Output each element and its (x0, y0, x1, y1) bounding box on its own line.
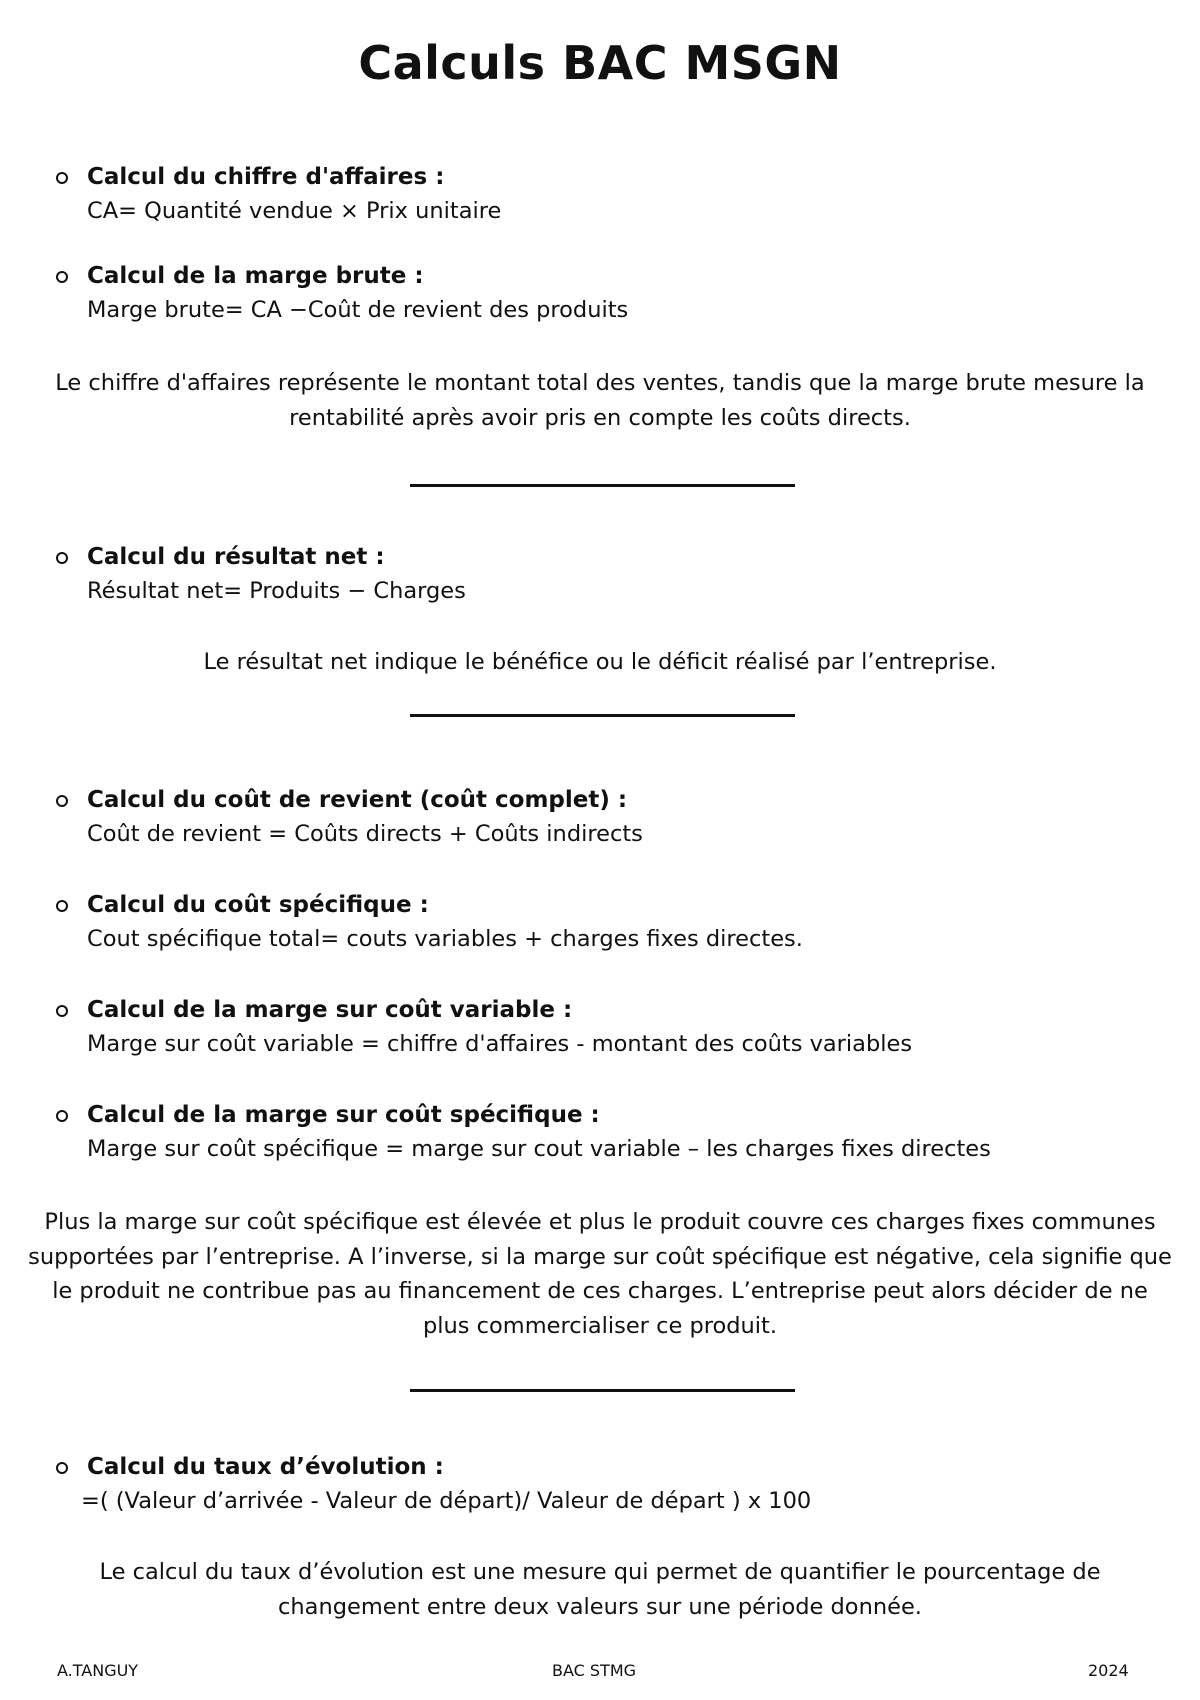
paragraph-line: Plus la marge sur coût spécifique est élevée et plus le produit couvre ces charges fixes communes (44, 1209, 1156, 1235)
circle-bullet-icon (56, 1462, 68, 1474)
item-formula: Marge sur coût spécifique = marge sur cout variable – les charges fixes directes (87, 1136, 991, 1162)
item-formula: Cout spécifique total= couts variables + charges fixes directes. (87, 926, 803, 952)
circle-bullet-icon (56, 1005, 68, 1017)
explanation-paragraph (0, 366, 1200, 435)
paragraph-line: changement entre deux valeurs sur une période donnée. (278, 1593, 922, 1620)
item-title: Calcul du taux d’évolution : (87, 1454, 444, 1480)
section-divider (410, 714, 795, 717)
footer-year: 2024 (1088, 1661, 1129, 1680)
explanation-paragraph (0, 1205, 1200, 1343)
item-title: Calcul de la marge brute : (87, 263, 424, 289)
circle-bullet-icon (56, 271, 68, 283)
paragraph-line: Le chiffre d'affaires représente le montant total des ventes, tandis que la marge brute mesure la (55, 370, 1145, 396)
explanation-paragraph (0, 1555, 1200, 1624)
item-title: Calcul de la marge sur coût spécifique : (87, 1102, 600, 1128)
paragraph-line: supportées par l’entreprise. A l’inverse, si la marge sur coût spécifique est négative, cela signifie que (28, 1243, 1172, 1270)
circle-bullet-icon (56, 172, 68, 184)
circle-bullet-icon (56, 552, 68, 564)
item-formula: =( (Valeur d’arrivée - Valeur de départ)/ Valeur de départ ) x 100 (81, 1488, 812, 1514)
item-formula: CA= Quantité vendue × Prix unitaire (87, 198, 502, 224)
section-divider (410, 484, 795, 487)
item-title: Calcul du coût de revient (coût complet) : (87, 787, 628, 813)
circle-bullet-icon (56, 1110, 68, 1122)
item-formula: Marge sur coût variable = chiffre d'affaires - montant des coûts variables (87, 1031, 913, 1057)
footer-course: BAC STMG (552, 1661, 637, 1680)
paragraph-line: le produit ne contribue pas au financement de ces charges. L’entreprise peut alors décider de ne (52, 1278, 1148, 1304)
item-formula: Résultat net= Produits − Charges (87, 578, 466, 604)
item-title: Calcul du résultat net : (87, 544, 385, 570)
explanation-paragraph (0, 645, 1200, 680)
circle-bullet-icon (56, 900, 68, 912)
paragraph-line: Le calcul du taux d’évolution est une mesure qui permet de quantifier le pourcentage de (99, 1559, 1101, 1585)
paragraph-line: plus commercialiser ce produit. (422, 1312, 778, 1339)
item-title: Calcul du coût spécifique : (87, 892, 429, 918)
item-title: Calcul du chiffre d'affaires : (87, 164, 445, 190)
circle-bullet-icon (56, 795, 68, 807)
paragraph-line: rentabilité après avoir pris en compte les coûts directs. (289, 404, 911, 431)
item-formula: Marge brute= CA −Coût de revient des produits (87, 297, 629, 323)
footer-author: A.TANGUY (57, 1661, 139, 1680)
item-formula: Coût de revient = Coûts directs + Coûts indirects (87, 821, 643, 847)
item-title: Calcul de la marge sur coût variable : (87, 997, 573, 1023)
paragraph-line: Le résultat net indique le bénéfice ou le déficit réalisé par l’entreprise. (203, 649, 997, 675)
section-divider (410, 1389, 795, 1392)
page-title: Calculs BAC MSGN (358, 36, 842, 90)
